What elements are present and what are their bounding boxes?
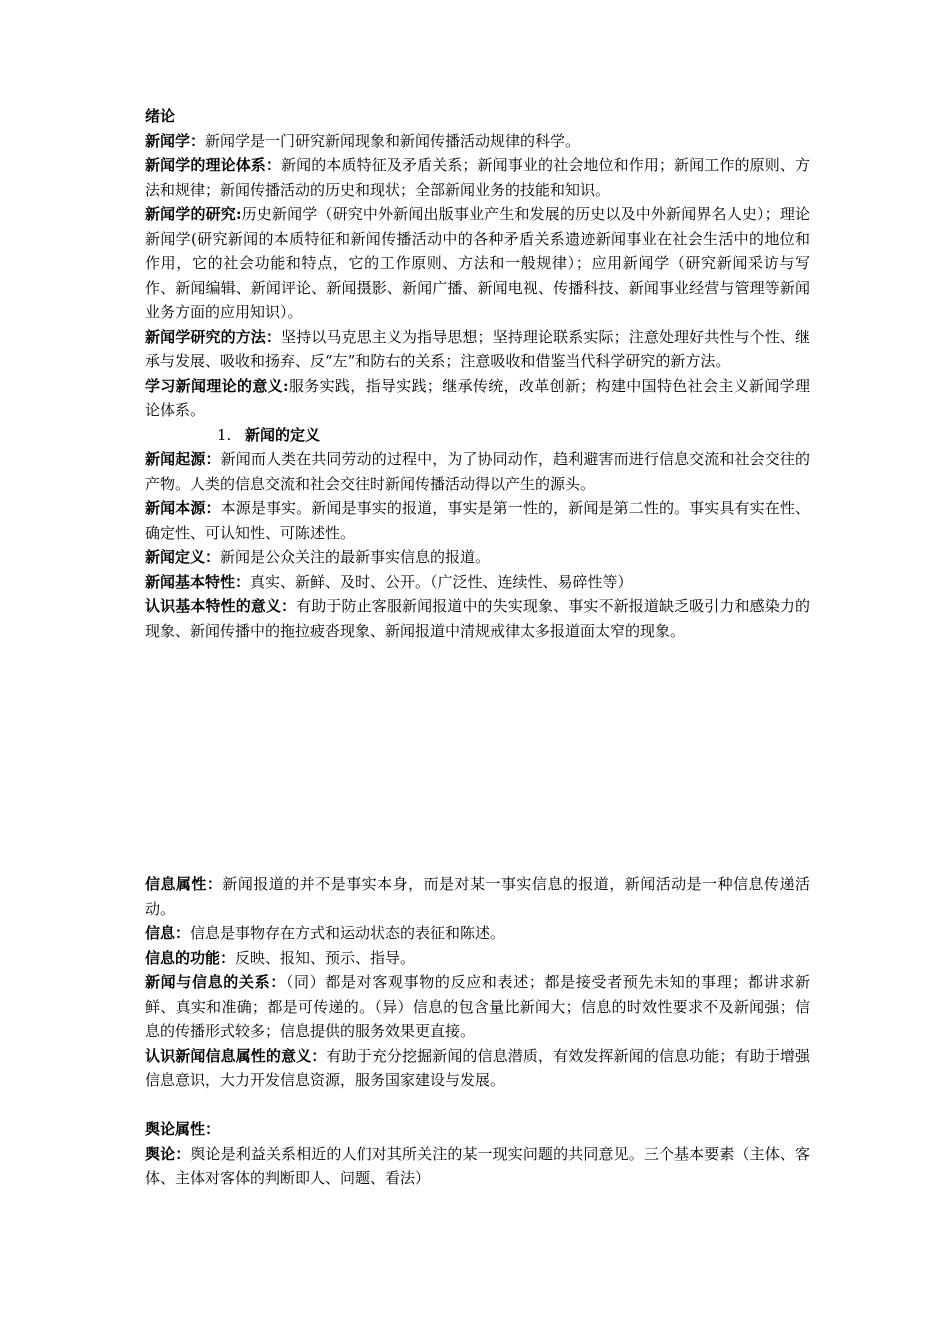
entry-text: 新闻而人类在共同劳动的过程中，为了协同动作，趋利避害而进行信息交流和社会交往的产物。人类的信息交流和社会交往时新闻传播活动得以产生的源头。 xyxy=(145,450,810,493)
entry-info-function xyxy=(145,946,810,971)
paragraph-gap xyxy=(145,1093,810,1118)
entry-text: 本源是事实。新闻是事实的报道，事实是第一性的，新闻是第二性的。事实具有实在性、确定性、可认知性、可陈述性。 xyxy=(145,499,810,542)
entry-label: 信息的功能： xyxy=(145,948,236,967)
entry-text: 有助于防止客服新闻报道中的失实现象、事实不新报道缺乏吸引力和感染力的现象、新闻传播中的拖拉疲沓现象、新闻报道中清规戒律太多报道面太窄的现象。 xyxy=(145,597,810,640)
entry-label: 新闻学研究的方法： xyxy=(145,327,282,346)
entry-label: 新闻定义： xyxy=(145,548,221,566)
entry-info xyxy=(145,921,810,946)
entry-text: 坚持以马克思主义为指导思想；坚持理论联系实际；注意处理好共性与个性、继承与发展、吸收和扬弃、反“左”和防右的关系；注意吸收和借鉴当代科学研究的新方法。 xyxy=(145,327,810,370)
entry-label: 认识基本特性的意义： xyxy=(145,597,297,615)
entry-text: 新闻学是一门研究新闻现象和新闻传播活动规律的科学。 xyxy=(205,131,581,150)
entry-text: 有助于充分挖掘新闻的信息潜质，有效发挥新闻的信息功能；有助于增强信息意识，大力开发信息资源，服务国家建设与发展。 xyxy=(145,1046,810,1089)
top-text-block xyxy=(145,104,810,643)
entry-info-attribute xyxy=(145,872,810,921)
entry-label: 舆论： xyxy=(145,1144,191,1163)
lower-text-block xyxy=(145,872,810,1191)
entry-label: 新闻起源： xyxy=(145,450,221,468)
entry-label: 新闻本源： xyxy=(145,499,221,517)
entry-label: 认识新闻信息属性的意义： xyxy=(145,1046,327,1065)
entry-label: 新闻学的理论体系： xyxy=(145,156,282,174)
entry-traits-significance xyxy=(145,594,810,643)
entry-xinwenxue xyxy=(145,129,810,154)
entry-label: 学习新闻理论的意义: xyxy=(145,376,289,395)
entry-text: 反映、报知、预示、指导。 xyxy=(235,948,416,967)
entry-label: 新闻与信息的关系： xyxy=(145,973,286,991)
entry-text: （同）都是对客观事物的反应和表述；都是接受者预先未知的事理；都讲求新鲜、真实和准确；都是可传递的。（异）信息的包含量比新闻大；信息的时效性要求不及新闻强；信息的传播形式较多；信息提供的服务效果更直接。 xyxy=(145,973,810,1040)
entry-label: 新闻学： xyxy=(145,131,206,150)
section-title-intro: 绪论 xyxy=(145,107,176,125)
section-title-opinion: 舆论属性： xyxy=(145,1120,221,1138)
entry-label: 新闻学的研究: xyxy=(145,205,242,223)
entry-text: 信息是事物存在方式和运动状态的表征和陈述。 xyxy=(190,924,506,942)
numbered-heading-definition xyxy=(145,423,810,448)
entry-study-significance xyxy=(145,374,810,423)
entry-text: 服务实践，指导实践；继承传统，改革创新；构建中国特色社会主义新闻学理论体系。 xyxy=(145,376,810,419)
entry-text: 舆论是利益关系相近的人们对其所关注的某一现实问题的共同意见。三个基本要素（主体、客体、主体对客体的判断即人、问题、看法） xyxy=(145,1144,810,1187)
entry-research xyxy=(145,202,810,325)
entry-news-info-relation xyxy=(145,970,810,1044)
entry-text: 新闻的本质特征及矛盾关系；新闻事业的社会地位和作用；新闻工作的原则、方法和规律；新闻传播活动的历史和现状；全部新闻业务的技能和知识。 xyxy=(145,156,810,199)
entry-research-methods xyxy=(145,325,810,374)
entry-label: 新闻基本特性： xyxy=(145,572,251,591)
heading-text: 新闻的定义 xyxy=(245,425,321,444)
entry-text: 新闻报道的并不是事实本身，而是对某一事实信息的报道，新闻活动是一种信息传递活动。 xyxy=(145,875,810,918)
entry-public-opinion xyxy=(145,1142,810,1191)
entry-text: 新闻是公众关注的最新事实信息的报道。 xyxy=(220,548,491,566)
entry-info-significance xyxy=(145,1044,810,1093)
entry-label: 信息属性： xyxy=(145,875,223,893)
entry-label: 信息： xyxy=(145,924,191,942)
entry-text: 历史新闻学（研究中外新闻出版事业产生和发展的历史以及中外新闻界名人史）；理论新闻学(研究新闻的本质特征和新闻传播活动中的各种矛盾关系遗迹新闻事业在社会生活中的地位和作用，它的社会功能和特点，它的工作原则、方法和一般规律）；应用新闻学（研究新闻采访与写作、新闻编辑、新闻评论、新闻摄影、新闻广播、新闻电视、传播科技、新闻事业经营与管理等新闻业务方面的应用知识）。 xyxy=(145,205,810,321)
entry-basic-traits xyxy=(145,570,810,595)
entry-source xyxy=(145,496,810,545)
entry-text: 真实、新鲜、及时、公开。（广泛性、连续性、易碎性等） xyxy=(250,572,633,591)
entry-definition xyxy=(145,545,810,570)
heading-number: 1. xyxy=(217,425,232,444)
entry-origin xyxy=(145,447,810,496)
entry-theory-system xyxy=(145,153,810,202)
